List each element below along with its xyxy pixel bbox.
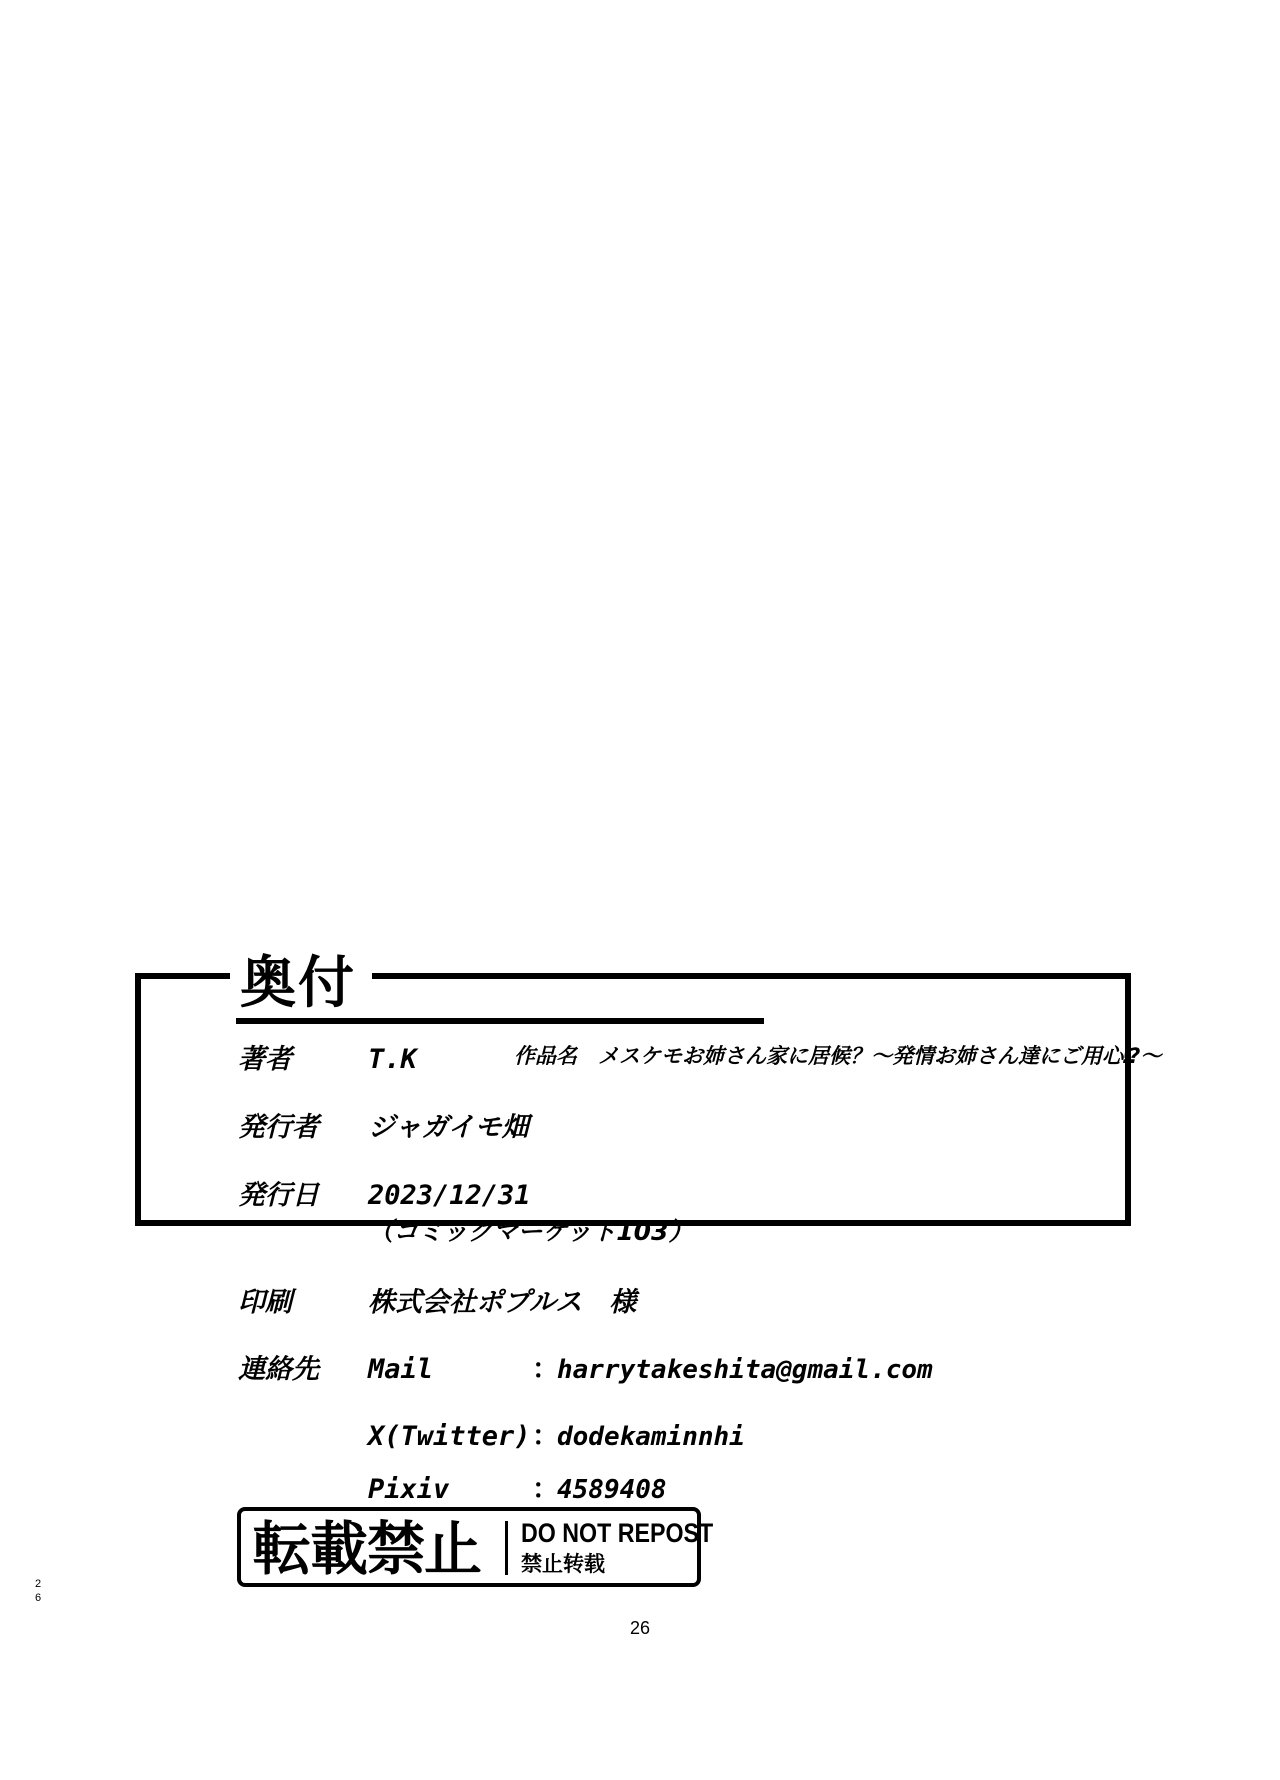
contact-twitter: dodekaminnhi [557, 1422, 745, 1452]
no-repost-divider [505, 1521, 508, 1575]
author-value: T.K [368, 1044, 417, 1075]
colophon-heading: 奥付 [240, 951, 356, 1016]
side-page-number [33, 1577, 43, 1605]
work-title: 作品名 メスケモお姉さん家に居候？～発情お姉さん達にご用心⁉～ [514, 1044, 1162, 1068]
contact-service-pixiv: Pixiv [368, 1474, 450, 1505]
no-repost-english: DO NOT REPOST [521, 1518, 714, 1548]
page-number: 26 [629, 1618, 651, 1638]
frame-left [135, 973, 141, 1226]
no-repost-badge [237, 1507, 714, 1587]
printer-label: 印刷 [238, 1287, 292, 1318]
contact-email: harrytakeshita@gmail.com [557, 1355, 933, 1385]
side-page-digit: 2 [34, 1578, 42, 1590]
contact-label: 連絡先 [238, 1354, 319, 1385]
contact-colon: ： [532, 1474, 559, 1505]
date-note: （コミックマーケット103） [368, 1217, 694, 1246]
contact-pixiv: 4589408 [557, 1475, 667, 1505]
frame-right [1125, 973, 1131, 1226]
publisher-value: ジャガイモ畑 [368, 1112, 529, 1143]
no-repost-kanji: 転載禁止 [253, 1515, 482, 1583]
contact-colon: ： [532, 1421, 559, 1452]
heading-underline [236, 1018, 764, 1024]
contact-colon: ： [532, 1354, 559, 1385]
frame-top-right [372, 973, 1131, 979]
printer-value: 株式会社ポプルス 様 [368, 1287, 637, 1318]
author-label: 著者 [238, 1044, 292, 1075]
side-page-digit: 6 [34, 1592, 42, 1604]
contact-service-twitter: X(Twitter) [368, 1421, 531, 1452]
date-value: 2023/12/31 [368, 1180, 531, 1211]
frame-top-left [135, 973, 230, 979]
publisher-label: 発行者 [238, 1112, 319, 1143]
date-label: 発行日 [238, 1180, 319, 1211]
no-repost-chinese: 禁止转载 [521, 1552, 605, 1576]
contact-service-mail: Mail [368, 1354, 434, 1385]
